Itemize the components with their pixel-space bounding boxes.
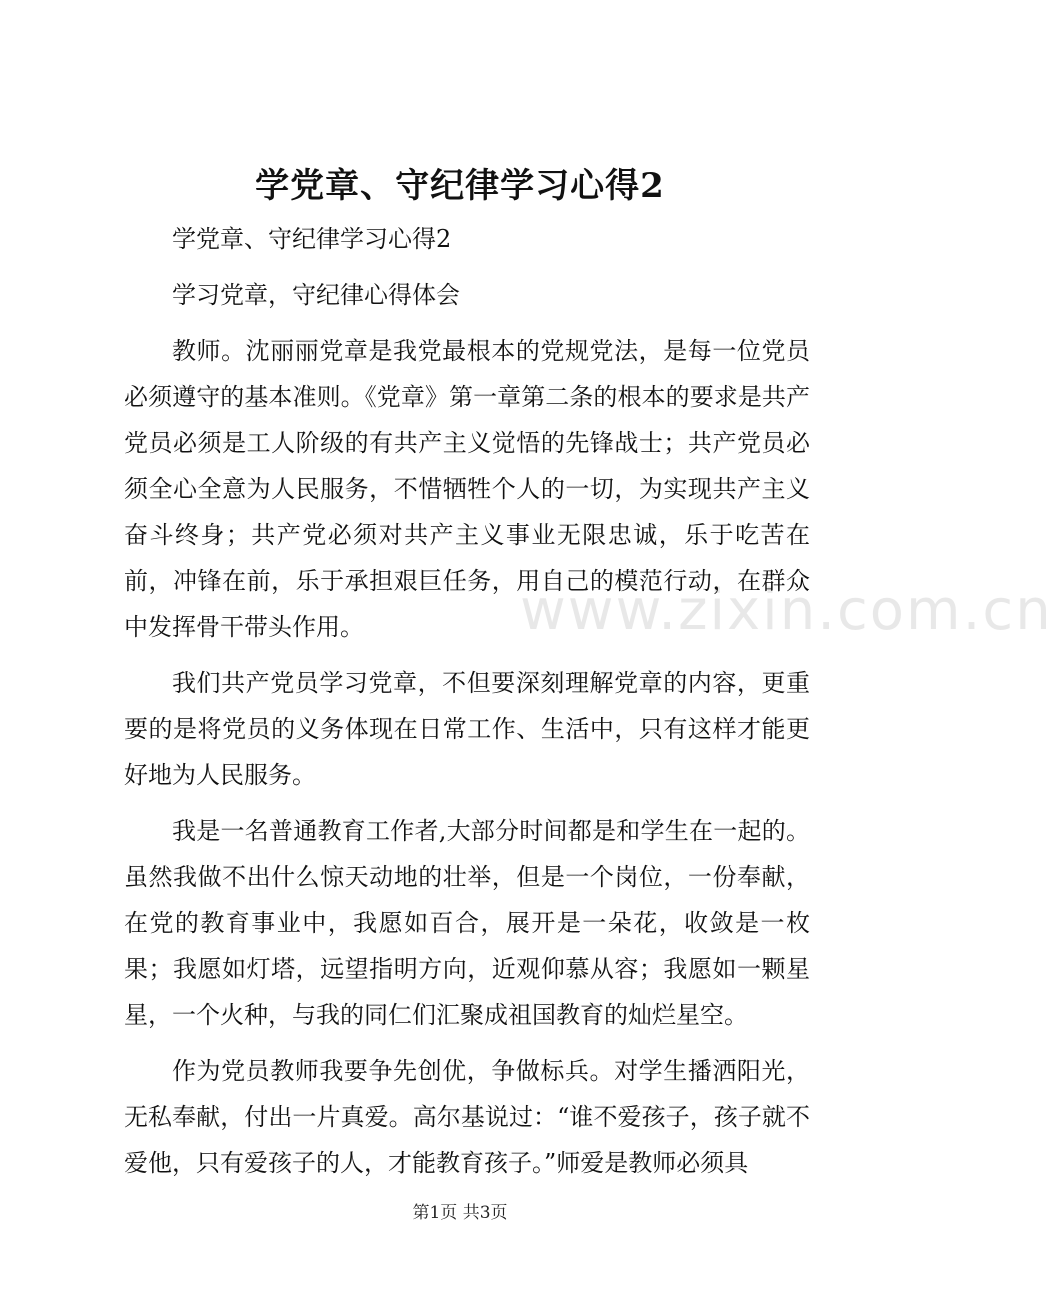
paragraph: 教师。沈丽丽党章是我党最根本的党规党法，是每一位党员必须遵守的基本准则。《党章》第一章第二条的根本的要求是共产党员必须是工人阶级的有共产主义觉悟的先锋战士；共产党员必须全心全意为人民服务，不惜牺牲个人的一切，为实现共产主义奋斗终身；共产党必须对共产主义事业无限忠诚，乐于吃苦在前，冲锋在前，乐于承担艰巨任务，用自己的模范行动，在群众中发挥骨干带头作用。: [124, 337, 810, 641]
paragraph: 作为党员教师我要争先创优，争做标兵。对学生播洒阳光，无私奉献，付出一片真爱。高尔基说过：“谁不爱孩子，孩子就不爱他，只有爱孩子的人，才能教育孩子。”师爱是教师必须具: [124, 1057, 810, 1177]
document-title: 学党章、守纪律学习心得2: [255, 166, 665, 206]
document-body: [124, 216, 810, 1186]
paragraph-heading: 学习党章，守纪律心得体会: [172, 281, 460, 309]
paragraph-subtitle: 学党章、守纪律学习心得2: [172, 225, 452, 253]
paragraph: 我们共产党员学习党章，不但要深刻理解党章的内容，更重要的是将党员的义务体现在日常工作、生活中，只有这样才能更好地为人民服务。: [124, 669, 810, 789]
watermark: www.zixin.com.cn: [520, 578, 1053, 643]
paragraph: 我是一名普通教育工作者,大部分时间都是和学生在一起的。虽然我做不出什么惊天动地的壮举，但是一个岗位，一份奉献，在党的教育事业中，我愿如百合，展开是一朵花，收敛是一枚果；我愿如灯塔，远望指明方向，近观仰慕从容；我愿如一颗星星，一个火种，与我的同仁们汇聚成祖国教育的灿烂星空。: [124, 817, 810, 1029]
page-footer: 第1页 共3页: [412, 1203, 508, 1223]
